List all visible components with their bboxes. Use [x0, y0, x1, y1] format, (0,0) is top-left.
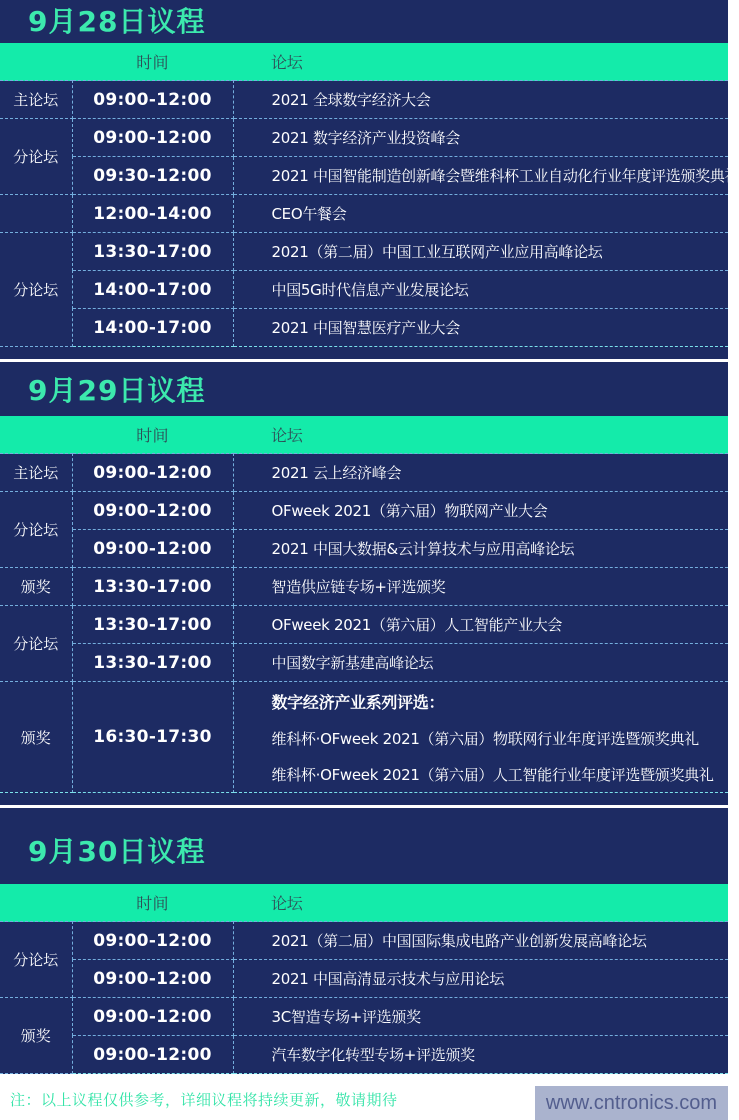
table-row [0, 157, 728, 195]
forum-cell: 2021（第二届）中国国际集成电路产业创新发展高峰论坛 [233, 922, 728, 960]
time-cell: 12:00-14:00 [72, 195, 233, 233]
category-cell: 颁奖 [0, 998, 72, 1074]
agenda-section [0, 362, 728, 793]
category-cell: 分论坛 [0, 492, 72, 568]
time-cell: 14:00-17:00 [72, 271, 233, 309]
time-cell: 13:30-17:00 [72, 233, 233, 271]
section-title: 9月28日议程 [28, 5, 206, 38]
time-cell: 14:00-17:00 [72, 309, 233, 347]
forum-cell: 2021 数字经济产业投资峰会 [233, 119, 728, 157]
category-cell: 分论坛 [0, 233, 72, 347]
table-row [0, 119, 728, 157]
column-header-time: 时间 [72, 43, 233, 81]
time-cell: 13:30-17:00 [72, 606, 233, 644]
forum-cell: 2021 全球数字经济大会 [233, 81, 728, 119]
forum-cell: 2021 云上经济峰会 [233, 454, 728, 492]
time-cell: 09:00-12:00 [72, 960, 233, 998]
footer-note: 注：以上议程仅供参考，详细议程将持续更新，敬请期待 [10, 1091, 398, 1109]
table-row [0, 195, 728, 233]
forum-cell: OFweek 2021（第六届）人工智能产业大会 [233, 606, 728, 644]
column-header-forum: 论坛 [233, 416, 728, 454]
table-row [0, 568, 728, 606]
column-header-forum: 论坛 [233, 884, 728, 922]
forum-cell: CEO午餐会 [233, 195, 728, 233]
forum-cell: 2021 中国大数据&云计算技术与应用高峰论坛 [233, 530, 728, 568]
column-header-spacer [0, 884, 72, 922]
forum-cell: 2021 中国智慧医疗产业大会 [233, 309, 728, 347]
forum-cell [233, 682, 728, 793]
forum-cell: OFweek 2021（第六届）物联网产业大会 [233, 492, 728, 530]
column-header-spacer [0, 43, 72, 81]
forum-line: 维科杯·OFweek 2021（第六届）人工智能行业年度评选暨颁奖典礼 [271, 765, 714, 784]
table-row [0, 454, 728, 492]
category-cell: 分论坛 [0, 119, 72, 195]
column-header-time: 时间 [72, 884, 233, 922]
time-cell: 16:30-17:30 [72, 682, 233, 793]
watermark: www.cntronics.com [535, 1086, 728, 1120]
category-cell: 颁奖 [0, 682, 72, 793]
category-cell: 分论坛 [0, 922, 72, 998]
time-cell: 09:00-12:00 [72, 492, 233, 530]
time-cell: 09:00-12:00 [72, 530, 233, 568]
category-cell: 主论坛 [0, 454, 72, 492]
forum-cell: 智造供应链专场+评选颁奖 [233, 568, 728, 606]
agenda-table [0, 43, 739, 347]
category-cell: 颁奖 [0, 568, 72, 606]
forum-line: 维科杯·OFweek 2021（第六届）物联网行业年度评选暨颁奖典礼 [271, 729, 699, 748]
time-cell: 09:00-12:00 [72, 922, 233, 960]
agenda-section [0, 0, 739, 347]
table-row [0, 644, 728, 682]
category-cell: 主论坛 [0, 81, 72, 119]
time-cell: 09:00-12:00 [72, 454, 233, 492]
time-cell: 13:30-17:00 [72, 568, 233, 606]
column-header-time: 时间 [72, 416, 233, 454]
time-cell: 09:30-12:00 [72, 157, 233, 195]
table-row [0, 682, 728, 793]
table-header-row [0, 416, 728, 454]
table-row [0, 960, 728, 998]
column-header-spacer [0, 416, 72, 454]
category-cell: 分论坛 [0, 606, 72, 682]
forum-cell: 中国5G时代信息产业发展论坛 [233, 271, 728, 309]
table-row [0, 233, 728, 271]
forum-cell: 3C智造专场+评选颁奖 [233, 998, 728, 1036]
forum-cell: 中国数字新基建高峰论坛 [233, 644, 728, 682]
forum-cell: 汽车数字化转型专场+评选颁奖 [233, 1036, 728, 1074]
table-header-row [0, 884, 728, 922]
agenda-table [0, 884, 728, 1074]
time-cell: 09:00-12:00 [72, 81, 233, 119]
table-header-row [0, 43, 728, 81]
table-row [0, 271, 728, 309]
forum-cell: 2021（第二届）中国工业互联网产业应用高峰论坛 [233, 233, 728, 271]
table-row [0, 998, 728, 1036]
time-cell: 09:00-12:00 [72, 1036, 233, 1074]
forum-cell: 2021 中国高清显示技术与应用论坛 [233, 960, 728, 998]
time-cell: 09:00-12:00 [72, 998, 233, 1036]
column-header-forum: 论坛 [233, 43, 728, 81]
table-row [0, 81, 728, 119]
table-row [0, 1036, 728, 1074]
agenda-section [0, 808, 728, 1074]
forum-cell: 2021 中国智能制造创新峰会暨维科杯工业自动化行业年度评选颁奖典礼 [233, 157, 728, 195]
time-cell: 09:00-12:00 [72, 119, 233, 157]
section-title: 9月30日议程 [28, 835, 206, 868]
section-title: 9月29日议程 [28, 374, 206, 407]
agenda-table [0, 416, 728, 793]
table-row [0, 309, 728, 347]
category-cell [0, 195, 72, 233]
table-row [0, 530, 728, 568]
table-row [0, 922, 728, 960]
table-row [0, 606, 728, 644]
table-row [0, 492, 728, 530]
forum-heading: 数字经济产业系列评选： [271, 692, 445, 712]
footer [0, 1074, 728, 1120]
time-cell: 13:30-17:00 [72, 644, 233, 682]
